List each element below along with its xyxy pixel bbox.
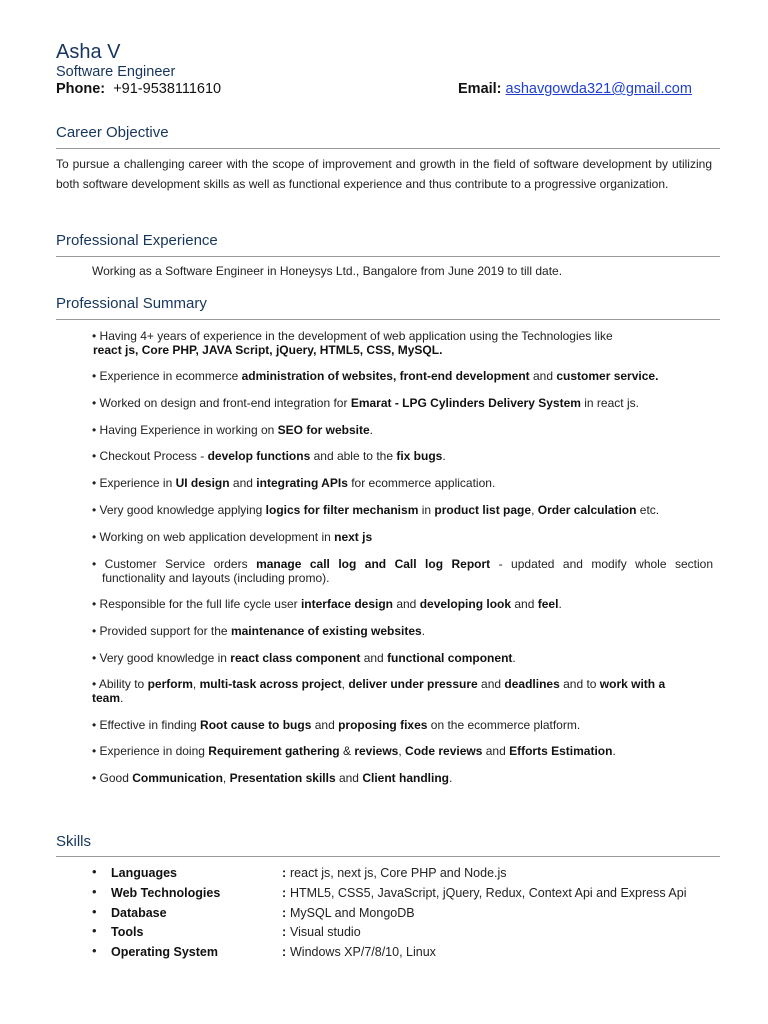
summary-item: • Checkout Process - develop functions and able to the fix bugs. [92,449,446,463]
skill-label: Database [111,906,167,920]
skill-label: Web Technologies [111,886,221,900]
summary-item: • Provided support for the maintenance of existing websites. [92,624,426,638]
section-divider [56,856,720,857]
summary-item: • Experience in UI design and integrating APIs for ecommerce application. [92,476,496,490]
skill-label: Languages [111,866,177,880]
section-heading-professional-experience: Professional Experience [56,232,218,249]
bullet-icon: • [92,943,97,958]
career-objective-text: To pursue a challenging career with the scope of improvement and growth in the field of software development by utilizing both software development skills as well as functional experience and thus contribute to a progressive organization. [56,157,712,191]
summary-item: • Experience in doing Requirement gathering & reviews, Code reviews and Efforts Estimation. [92,744,616,758]
phone-number: +91-9538111610 [113,81,222,97]
skill-value: react js, next js, Core PHP and Node.js [290,866,507,880]
summary-item: • Ability to perform, multi-task across project, deliver under pressure and deadlines and to work with a team. [92,677,666,705]
skill-colon: : [282,866,287,880]
skill-label: Tools [111,925,144,939]
summary-item: • Responsible for the full life cycle user interface design and developing look and feel. [92,597,562,611]
skill-value: Windows XP/7/8/10, Linux [290,945,436,959]
skill-row [92,866,732,884]
section-heading-career-objective: Career Objective [56,124,169,141]
summary-item: • Effective in finding Root cause to bugs and proposing fixes on the ecommerce platform. [92,718,581,732]
bullet-icon: • [92,904,97,919]
skill-colon: : [282,945,287,959]
bullet-icon: • [92,884,97,899]
section-divider [56,148,720,149]
section-divider [56,319,720,320]
summary-item: • Good Communication, Presentation skills and Client handling. [92,771,453,785]
section-heading-professional-summary: Professional Summary [56,295,207,312]
skill-colon: : [282,906,287,920]
skill-value: Visual studio [290,925,361,939]
section-heading-skills: Skills [56,833,92,850]
summary-item: • Very good knowledge in react class component and functional component. [92,651,516,665]
phone-label: Phone: [56,81,106,97]
phone-line [56,81,221,97]
email-link[interactable]: ashavgowda321@gmail.com [505,81,692,97]
summary-item: • Working on web application development in next js [92,530,373,544]
skill-value: HTML5, CSS5, JavaScript, jQuery, Redux, Context Api and Express Api [290,886,687,900]
summary-item: • Having Experience in working on SEO for website. [92,423,374,437]
experience-text: Working as a Software Engineer in Honeysys Ltd., Bangalore from June 2019 to till date. [92,264,563,278]
section-divider [56,256,720,257]
summary-item: • Customer Service orders manage call log and Call log Report - updated and modify whole section functionality and layouts (including promo). [92,557,713,585]
skill-value: MySQL and MongoDB [290,906,415,920]
skill-label: Operating System [111,945,218,959]
skill-row [92,925,732,943]
email-line [458,81,692,97]
summary-item: • Experience in ecommerce administration of websites, front-end development and customer service. [92,369,659,383]
summary-item: • Very good knowledge applying logics for filter mechanism in product list page, Order calculation etc. [92,503,660,517]
bullet-icon: • [92,923,97,938]
skill-colon: : [282,925,287,939]
contact-row [56,81,712,99]
skill-row [92,945,732,963]
skill-row [92,886,732,904]
candidate-title: Software Engineer [56,64,176,80]
skill-row [92,906,732,924]
email-label: Email: [458,81,502,97]
candidate-name: Asha V [56,41,121,63]
summary-item: • Worked on design and front-end integration for Emarat - LPG Cylinders Delivery System in react js. [92,396,639,410]
bullet-icon: • [92,864,97,879]
skill-colon: : [282,886,287,900]
summary-item: • Having 4+ years of experience in the development of web application using the Technologies like react js, Core PHP, JAVA Script, jQuery, HTML5, CSS, MySQL. [92,329,613,357]
